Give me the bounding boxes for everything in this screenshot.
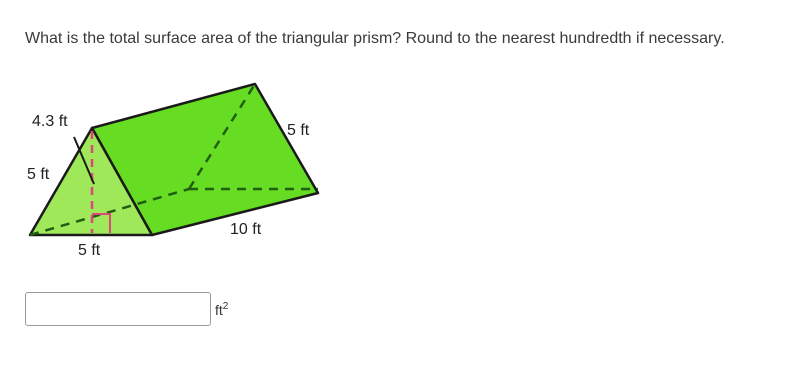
answer-input[interactable]: [25, 292, 211, 326]
base-label: 5 ft: [78, 242, 101, 259]
height-label: 4.3 ft: [32, 113, 68, 130]
slant-side-label: 5 ft: [27, 166, 50, 183]
length-label: 10 ft: [230, 221, 262, 238]
unit-base: ft: [215, 302, 223, 318]
back-slant-side-label: 5 ft: [287, 122, 310, 139]
unit-exponent: 2: [222, 301, 229, 312]
question-text: What is the total surface area of the triangular prism? Round to the nearest hundredth if necessary.: [25, 30, 725, 47]
unit-label: [215, 302, 228, 318]
